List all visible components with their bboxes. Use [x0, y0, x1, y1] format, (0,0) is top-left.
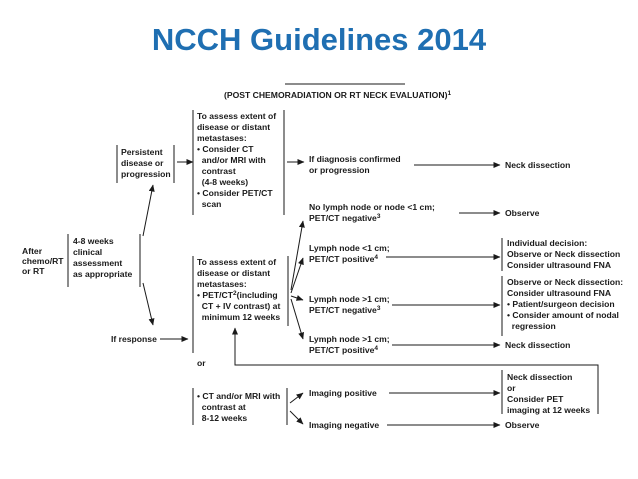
svg-text:disease or: disease or — [121, 158, 164, 168]
svg-text:contrast: contrast — [197, 166, 236, 176]
svg-text:PET/CT negative3: PET/CT negative$^3$ — [309, 213, 381, 223]
svg-text:and/or MRI with: and/or MRI with — [197, 155, 266, 165]
svg-text:No lymph node or node <1 cm;: No lymph node or node <1 cm; — [309, 202, 435, 212]
svg-text:To assess extent of: To assess extent of — [197, 111, 277, 121]
svg-text:8-12 weeks: 8-12 weeks — [197, 413, 248, 423]
svg-text:Consider ultrasound FNA: Consider ultrasound FNA — [507, 288, 612, 298]
imaging-positive-label: Imaging positive — [309, 388, 377, 398]
svg-text:or progression: or progression — [309, 165, 370, 175]
imaging-negative-label: Imaging negative — [309, 420, 380, 430]
svg-text:disease or distant: disease or distant — [197, 122, 271, 132]
slide-title: NCCH Guidelines 2014 — [151, 22, 487, 57]
svg-text:Lymph node >1 cm;: Lymph node >1 cm; — [309, 334, 390, 344]
svg-text:or RT: or RT — [22, 266, 45, 276]
svg-text:scan: scan — [197, 199, 222, 209]
assessment-node — [73, 236, 132, 279]
imaging-negative-outcome: Observe — [505, 420, 540, 430]
svg-text:Observe or Neck dissection:: Observe or Neck dissection: — [507, 277, 624, 287]
persistent-workup — [197, 111, 276, 209]
imaging-positive-outcome — [507, 372, 590, 415]
or-label: or — [197, 358, 206, 368]
svg-text:• Consider PET/CT: • Consider PET/CT — [197, 188, 273, 198]
svg-text:• Patient/surgeon decision: • Patient/surgeon decision — [507, 299, 615, 309]
header-text: (POST CHEMORADIATION OR RT NECK EVALUATION)$^1$ — [224, 90, 452, 100]
branch-outcome-individual — [507, 238, 620, 270]
svg-text:metastases:: metastases: — [197, 133, 247, 143]
svg-text:CT + IV contrast) at: CT + IV contrast) at — [197, 301, 281, 311]
svg-text:chemo/RT: chemo/RT — [22, 256, 64, 266]
response-workup-a — [197, 257, 280, 322]
svg-text:minimum 12 weeks: minimum 12 weeks — [197, 312, 281, 322]
svg-text:Persistent: Persistent — [121, 147, 163, 157]
svg-text:If diagnosis confirmed: If diagnosis confirmed — [309, 154, 401, 164]
branch-outcome-neck-dissection: Neck dissection — [505, 340, 571, 350]
arrow-to-persistent — [143, 185, 153, 236]
svg-text:Neck dissection: Neck dissection — [507, 372, 573, 382]
svg-text:(4-8 weeks): (4-8 weeks) — [197, 177, 249, 187]
start-node — [22, 246, 64, 276]
svg-text:disease or distant: disease or distant — [197, 268, 271, 278]
svg-text:as appropriate: as appropriate — [73, 269, 133, 279]
svg-text:Observe or Neck dissection: Observe or Neck dissection — [507, 249, 621, 259]
svg-text:clinical: clinical — [73, 247, 103, 257]
svg-text:regression: regression — [507, 321, 556, 331]
response-workup-b — [197, 391, 280, 423]
svg-text:4-8 weeks: 4-8 weeks — [73, 236, 114, 246]
svg-text:After: After — [22, 246, 43, 256]
svg-text:or: or — [507, 383, 516, 393]
persistent-label — [121, 147, 171, 179]
svg-text:PET/CT positive4: PET/CT positive$^4$ — [309, 345, 379, 355]
svg-text:Consider PET: Consider PET — [507, 394, 564, 404]
svg-text:Lymph node >1 cm;: Lymph node >1 cm; — [309, 294, 390, 304]
svg-text:progression: progression — [121, 169, 171, 179]
svg-text:assessment: assessment — [73, 258, 123, 268]
svg-text:Lymph node <1 cm;: Lymph node <1 cm; — [309, 243, 390, 253]
branch-node-lymph-large-negative — [309, 294, 390, 315]
svg-text:• CT and/or MRI with: • CT and/or MRI with — [197, 391, 281, 401]
svg-text:• Consider amount of nodal: • Consider amount of nodal — [507, 310, 619, 320]
arrow-to-response — [143, 283, 153, 325]
branch-node-lymph-small-positive — [309, 243, 390, 264]
svg-text:To assess extent of: To assess extent of — [197, 257, 277, 267]
persistent-outcome: Neck dissection — [505, 160, 571, 170]
svg-text:PET/CT negative3: PET/CT negative$^3$ — [309, 305, 381, 315]
branch-outcome-observe-or-dissect — [507, 277, 623, 331]
branch-outcome-observe: Observe — [505, 208, 540, 218]
svg-text:• PET/CT2(including: • PET/$CT^2(including$ — [197, 290, 278, 300]
branch-node-lymph-large-positive — [309, 334, 390, 355]
svg-text:PET/CT positive4: PET/CT positive$^4$ — [309, 254, 379, 264]
response-label: If response — [111, 334, 157, 344]
svg-text:• Consider CT: • Consider CT — [197, 144, 254, 154]
svg-text:contrast at: contrast at — [197, 402, 246, 412]
persistent-condition — [309, 154, 401, 175]
svg-text:Individual decision:: Individual decision: — [507, 238, 588, 248]
svg-text:Consider ultrasound FNA: Consider ultrasound FNA — [507, 260, 612, 270]
branch-node-no-lymph — [309, 202, 435, 223]
svg-text:metastases:: metastases: — [197, 279, 247, 289]
svg-text:imaging at 12 weeks: imaging at 12 weeks — [507, 405, 591, 415]
